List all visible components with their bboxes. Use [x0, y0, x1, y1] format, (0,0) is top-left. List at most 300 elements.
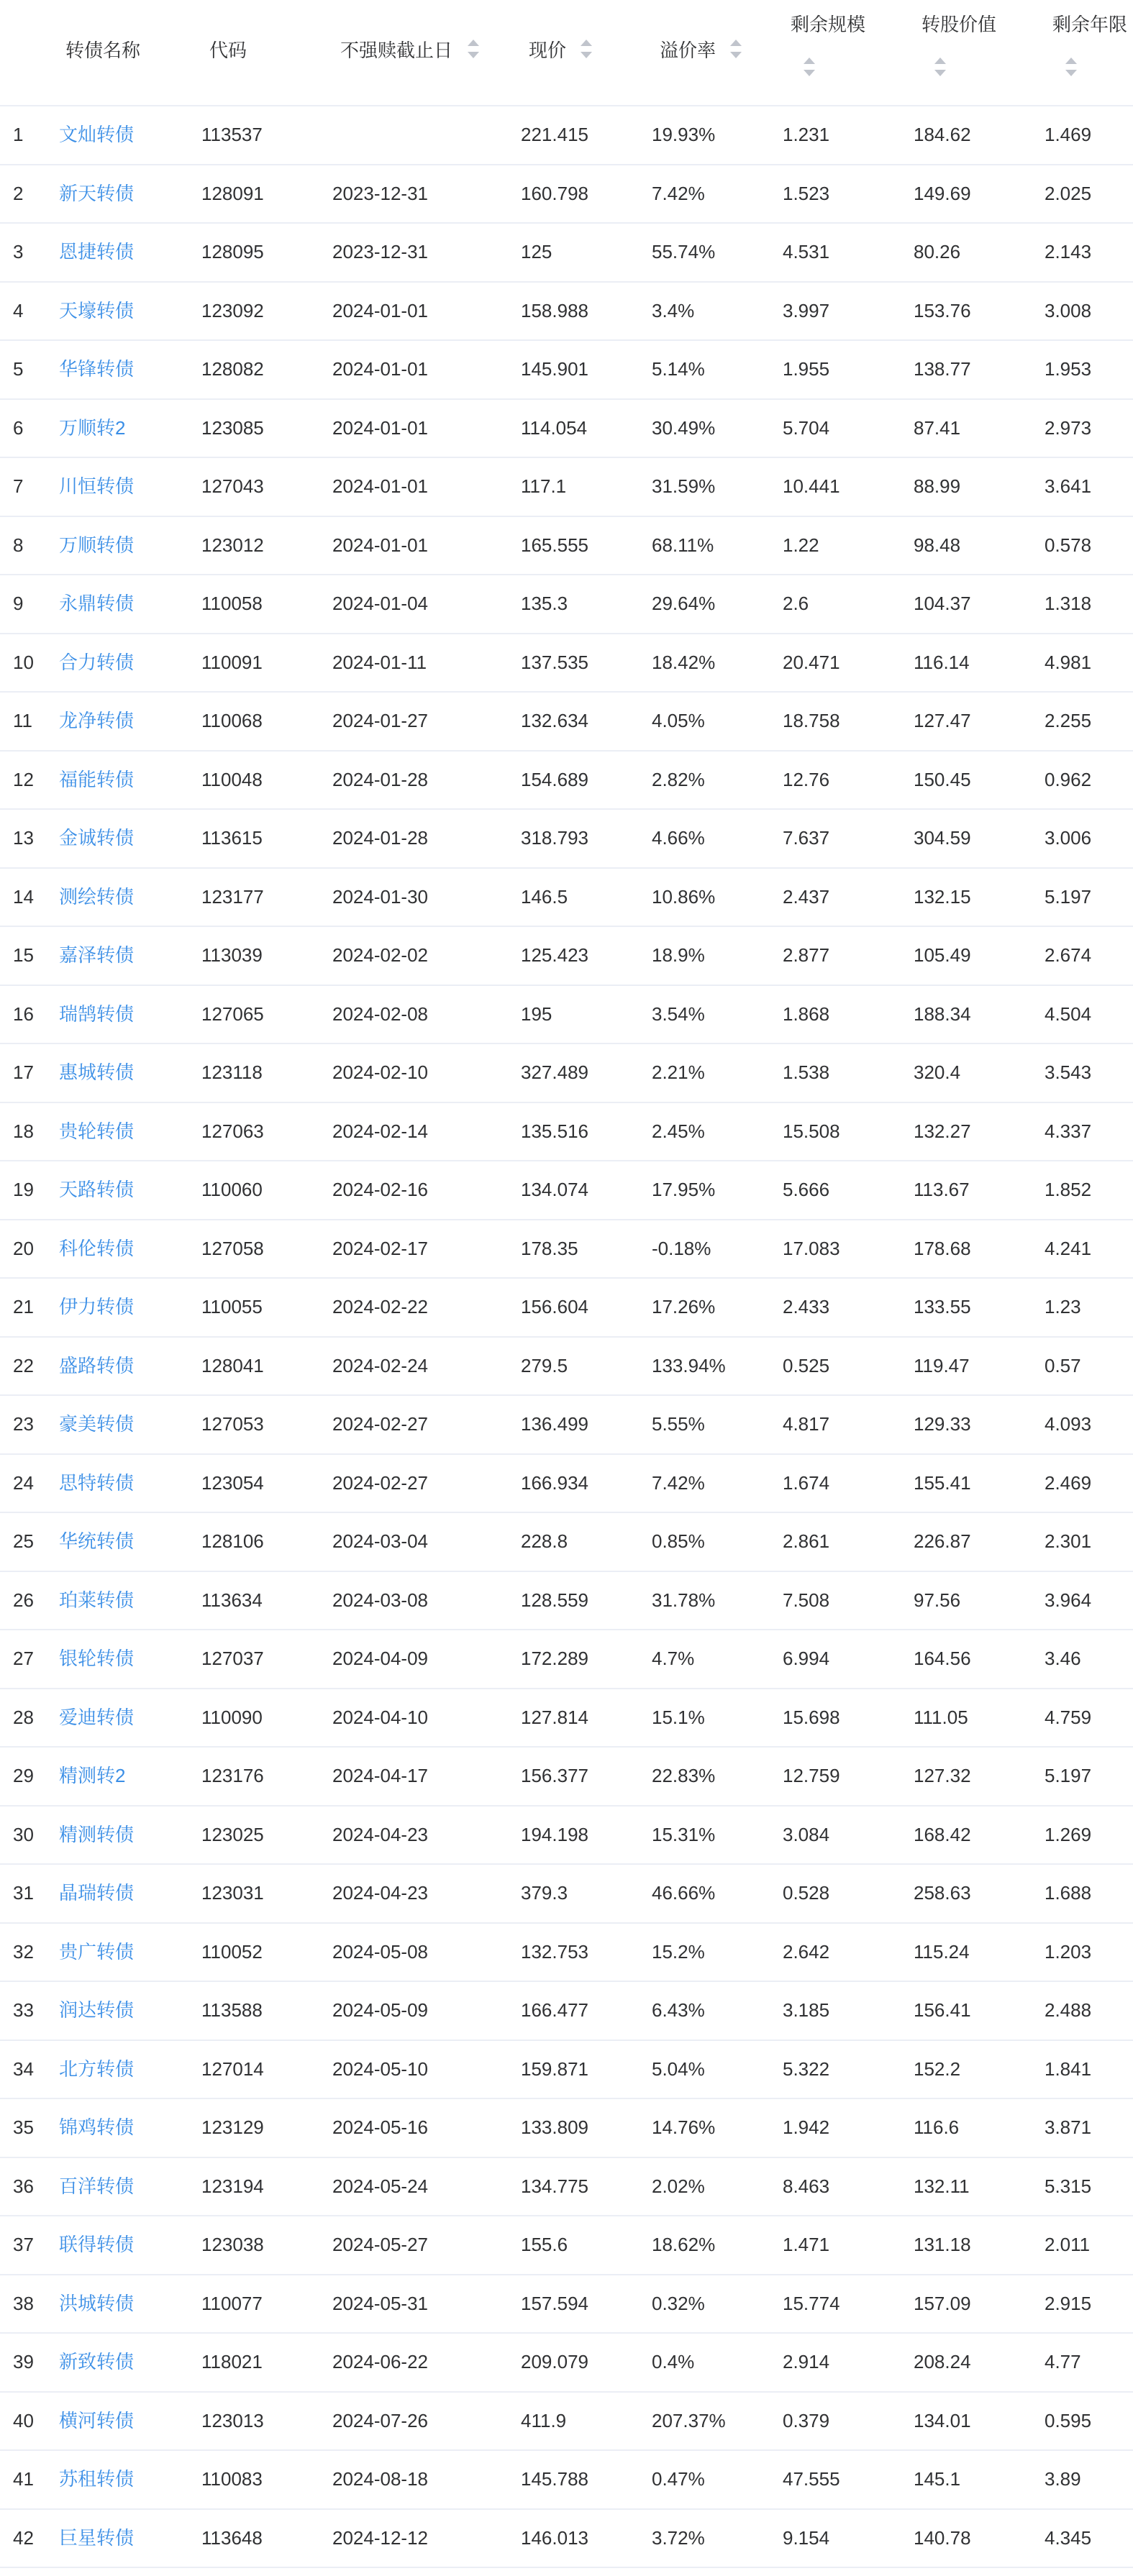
redeem-date: 2024-02-27	[332, 1471, 428, 1494]
remaining-years: 5.315	[1045, 2175, 1092, 2197]
remaining-years: 1.688	[1045, 1882, 1092, 1904]
table-row	[0, 1924, 1133, 1983]
premium-rate: 10.86%	[652, 885, 716, 908]
redeem-date: 2024-06-22	[332, 2351, 428, 2372]
table-row	[0, 517, 1133, 576]
redeem-date: 2024-05-10	[332, 2057, 428, 2080]
conversion-value: 88.99	[914, 475, 961, 497]
remaining-years: 2.011	[1045, 2234, 1091, 2255]
table-row	[0, 2393, 1133, 2452]
table-row	[0, 1338, 1133, 1397]
conversion-value: 129.33	[914, 1413, 971, 1435]
remaining-scale: 15.774	[783, 2292, 840, 2314]
bond-name-link[interactable]: 豪美转债	[59, 1413, 135, 1435]
premium-rate: 30.49%	[652, 416, 716, 439]
remaining-years: 4.093	[1045, 1413, 1092, 1435]
sort-icon[interactable]	[579, 37, 593, 60]
conversion-value: 134.01	[914, 2409, 971, 2431]
conversion-value: 127.32	[914, 1765, 971, 1786]
conversion-value: 168.42	[914, 1823, 971, 1845]
bond-name-link[interactable]: 洪城转债	[59, 2292, 135, 2314]
bond-name-link[interactable]: 华统转债	[59, 1530, 135, 1552]
bond-name-link[interactable]: 贵广转债	[59, 1940, 135, 1963]
premium-rate: 133.94%	[652, 1354, 726, 1376]
row-index: 7	[13, 475, 24, 497]
bond-name-link[interactable]: 瑞鹄转债	[59, 1002, 135, 1025]
premium-rate: 29.64%	[652, 593, 716, 614]
bond-code: 128041	[201, 1354, 264, 1376]
bond-code: 127043	[201, 475, 264, 497]
bond-code: 113648	[201, 2526, 263, 2549]
row-index: 5	[13, 358, 24, 380]
price: 166.477	[521, 1999, 588, 2021]
bond-name-link[interactable]: 惠城转债	[59, 1061, 135, 1083]
price: 136.499	[521, 1413, 588, 1435]
bond-name-link[interactable]: 天壕转债	[59, 299, 135, 321]
sort-icon[interactable]	[1064, 55, 1078, 78]
conversion-value: 188.34	[914, 1002, 971, 1025]
redeem-date: 2024-01-30	[332, 885, 428, 908]
table-row	[0, 986, 1133, 1045]
price: 145.788	[521, 2468, 588, 2490]
remaining-years: 4.981	[1045, 651, 1092, 673]
premium-rate: 15.31%	[652, 1823, 716, 1845]
header-conversion-value[interactable]: 转股价值	[922, 14, 997, 35]
remaining-years: 5.197	[1045, 885, 1092, 908]
conversion-value: 156.41	[914, 1999, 971, 2021]
header-price[interactable]: 现价	[529, 40, 567, 61]
price: 172.289	[521, 1648, 588, 1669]
sort-icon[interactable]	[729, 37, 743, 60]
bond-code: 128091	[201, 182, 264, 204]
table-row	[0, 283, 1133, 342]
redeem-date: 2024-01-28	[332, 827, 428, 849]
bond-code: 110048	[201, 768, 263, 790]
row-index: 15	[13, 944, 34, 966]
bond-name-link[interactable]: 精测转债	[59, 1823, 135, 1845]
remaining-years: 5.197	[1045, 1765, 1092, 1786]
remaining-scale: 2.642	[783, 1940, 830, 1963]
conversion-value: 111.05	[914, 1706, 968, 1728]
bond-name-link[interactable]: 恩捷转债	[59, 241, 135, 262]
bond-name-link[interactable]: 盛路转债	[59, 1354, 135, 1376]
bond-code: 113537	[201, 124, 263, 145]
bond-code: 123025	[201, 1823, 264, 1845]
remaining-scale: 12.759	[783, 1765, 840, 1786]
price: 133.809	[521, 2116, 588, 2138]
price: 137.535	[521, 651, 588, 673]
row-index: 39	[13, 2351, 34, 2372]
bond-code: 110083	[201, 2468, 263, 2490]
redeem-date: 2024-04-23	[332, 1882, 428, 1904]
price: 132.634	[521, 710, 588, 731]
row-index: 3	[13, 241, 24, 262]
price: 327.489	[521, 1061, 588, 1083]
row-index: 31	[13, 1882, 34, 1904]
row-index: 23	[13, 1413, 34, 1435]
price: 156.377	[521, 1765, 588, 1786]
table-row	[0, 1513, 1133, 1572]
premium-rate: 5.04%	[652, 2057, 705, 2080]
price: 166.934	[521, 1471, 588, 1494]
bond-name-link[interactable]: 锦鸡转债	[59, 2116, 135, 2138]
table-row	[0, 2510, 1133, 2569]
premium-rate: 14.76%	[652, 2116, 716, 2138]
remaining-years: 2.973	[1045, 416, 1092, 439]
bond-name-link[interactable]: 联得转债	[59, 2234, 135, 2255]
row-index: 6	[13, 416, 24, 439]
redeem-date: 2024-07-26	[332, 2409, 428, 2431]
bond-name-link[interactable]: 龙净转债	[59, 710, 135, 731]
premium-rate: 4.66%	[652, 827, 705, 849]
conversion-value: 208.24	[914, 2351, 971, 2372]
bond-name-link[interactable]: 润达转债	[59, 1999, 135, 2021]
bond-name-link[interactable]: 伊力转债	[59, 1296, 135, 1317]
premium-rate: 3.4%	[652, 299, 695, 321]
row-index: 27	[13, 1648, 34, 1669]
table-row	[0, 2275, 1133, 2334]
table-row	[0, 106, 1133, 165]
row-index: 8	[13, 534, 24, 556]
price: 159.871	[521, 2057, 588, 2080]
row-index: 28	[13, 1706, 34, 1728]
remaining-years: 3.964	[1045, 1589, 1092, 1611]
premium-rate: 0.4%	[652, 2351, 695, 2372]
bond-code: 113588	[201, 1999, 263, 2021]
bond-name-link[interactable]: 金诚转债	[59, 827, 135, 849]
table-row	[0, 458, 1133, 517]
remaining-years: 1.953	[1045, 358, 1092, 380]
conversion-value: 320.4	[914, 1061, 961, 1083]
header-code: 代码	[209, 40, 247, 61]
row-index: 10	[13, 651, 34, 673]
premium-rate: 31.78%	[652, 1589, 716, 1611]
price: 165.555	[521, 534, 588, 556]
bond-name-link[interactable]: 百洋转债	[59, 2175, 135, 2197]
remaining-years: 3.89	[1045, 2468, 1081, 2490]
redeem-date: 2024-02-24	[332, 1354, 428, 1376]
remaining-years: 1.841	[1045, 2057, 1092, 2080]
premium-rate: 3.54%	[652, 1002, 705, 1025]
price: 158.988	[521, 299, 588, 321]
conversion-value: 132.11	[914, 2175, 970, 2197]
bond-name-link[interactable]: 北方转债	[59, 2057, 135, 2080]
bond-name-link[interactable]: 苏租转债	[59, 2468, 135, 2490]
bond-code: 110052	[201, 1940, 263, 1963]
conversion-value: 116.6	[914, 2116, 960, 2138]
row-index: 38	[13, 2292, 34, 2314]
remaining-scale: 1.955	[783, 358, 830, 380]
remaining-years: 0.962	[1045, 768, 1092, 790]
premium-rate: 0.85%	[652, 1530, 705, 1552]
table-row	[0, 810, 1133, 869]
bond-code: 110068	[201, 710, 263, 731]
remaining-scale: 3.084	[783, 1823, 830, 1845]
premium-rate: 17.95%	[652, 1179, 716, 1200]
remaining-scale: 1.674	[783, 1471, 830, 1494]
remaining-scale: 0.528	[783, 1882, 830, 1904]
redeem-date: 2024-02-16	[332, 1179, 428, 1200]
bond-code: 113634	[201, 1589, 263, 1611]
redeem-date: 2024-04-10	[332, 1706, 428, 1728]
bond-code: 123031	[201, 1882, 264, 1904]
bond-code: 118021	[201, 2351, 263, 2372]
premium-rate: 4.7%	[652, 1648, 695, 1669]
conversion-value: 184.62	[914, 124, 971, 145]
bond-name-link[interactable]: 永鼎转债	[59, 593, 135, 614]
bond-name-link[interactable]: 巨星转债	[59, 2526, 135, 2549]
price: 194.198	[521, 1823, 588, 1845]
premium-rate: 7.42%	[652, 182, 705, 204]
bond-name-link[interactable]: 合力转债	[59, 651, 135, 673]
remaining-scale: 7.637	[783, 827, 830, 849]
redeem-date: 2024-02-22	[332, 1296, 428, 1317]
premium-rate: 31.59%	[652, 475, 716, 497]
bond-name-link[interactable]: 川恒转债	[59, 475, 135, 497]
row-index: 4	[13, 299, 24, 321]
conversion-value: 116.14	[914, 651, 970, 673]
bond-name-link[interactable]: 科伦转债	[59, 1237, 135, 1259]
bond-code: 127065	[201, 1002, 264, 1025]
redeem-date: 2024-02-27	[332, 1413, 428, 1435]
conversion-value: 304.59	[914, 827, 971, 849]
bond-code: 123013	[201, 2409, 264, 2431]
redeem-date: 2024-02-08	[332, 1002, 428, 1025]
table-row	[0, 1689, 1133, 1748]
redeem-date: 2024-08-18	[332, 2468, 428, 2490]
remaining-years: 2.025	[1045, 182, 1092, 204]
redeem-date: 2024-03-04	[332, 1530, 428, 1552]
remaining-years: 2.301	[1045, 1530, 1092, 1552]
bond-name-link[interactable]: 天路转债	[59, 1179, 135, 1200]
row-index: 20	[13, 1237, 34, 1259]
bond-name-link[interactable]: 福能转债	[59, 768, 135, 790]
remaining-scale: 2.914	[783, 2351, 830, 2372]
conversion-value: 164.56	[914, 1648, 971, 1669]
price: 279.5	[521, 1354, 568, 1376]
row-index: 2	[13, 182, 24, 204]
remaining-scale: 8.463	[783, 2175, 830, 2197]
premium-rate: 46.66%	[652, 1882, 716, 1904]
remaining-years: 4.759	[1045, 1706, 1092, 1728]
bond-name-link[interactable]: 万顺转债	[59, 534, 135, 556]
conversion-value: 153.76	[914, 299, 971, 321]
price: 125	[521, 241, 552, 262]
conversion-value: 226.87	[914, 1530, 971, 1552]
bond-name-link[interactable]: 精测转2	[59, 1765, 126, 1786]
price: 155.6	[521, 2234, 568, 2255]
bond-name-link[interactable]: 文灿转债	[59, 124, 135, 145]
row-index: 18	[13, 1120, 34, 1142]
price: 146.5	[521, 885, 568, 908]
conversion-value: 119.47	[914, 1354, 970, 1376]
redeem-date: 2024-01-04	[332, 593, 428, 614]
premium-rate: 4.05%	[652, 710, 705, 731]
row-index: 33	[13, 1999, 34, 2021]
premium-rate: -0.18%	[652, 1237, 711, 1259]
conversion-value: 115.24	[914, 1940, 970, 1963]
remaining-scale: 20.471	[783, 651, 840, 673]
row-index: 26	[13, 1589, 34, 1611]
conversion-value: 98.48	[914, 534, 961, 556]
bond-name-link[interactable]: 珀莱转债	[59, 1589, 135, 1611]
table-row	[0, 2099, 1133, 2158]
price: 228.8	[521, 1530, 568, 1552]
bond-code: 127014	[201, 2057, 264, 2080]
price: 411.9	[521, 2409, 567, 2431]
row-index: 13	[13, 827, 34, 849]
bond-name-link[interactable]: 新致转债	[59, 2351, 135, 2372]
bond-code: 123177	[201, 885, 264, 908]
price: 178.35	[521, 1237, 578, 1259]
redeem-date: 2024-01-01	[332, 416, 428, 439]
bond-code: 123054	[201, 1471, 264, 1494]
remaining-years: 1.318	[1045, 593, 1092, 614]
remaining-years: 0.578	[1045, 534, 1092, 556]
redeem-date: 2024-02-02	[332, 944, 428, 966]
redeem-date: 2024-01-01	[332, 299, 428, 321]
table-row	[0, 1220, 1133, 1279]
conversion-value: 105.49	[914, 944, 971, 966]
premium-rate: 2.02%	[652, 2175, 705, 2197]
bond-name-link[interactable]: 嘉泽转债	[59, 944, 135, 966]
redeem-date: 2024-04-17	[332, 1765, 428, 1786]
header-premium[interactable]: 溢价率	[660, 40, 716, 61]
redeem-date: 2024-12-12	[332, 2526, 428, 2549]
table-row	[0, 2216, 1133, 2275]
remaining-years: 2.255	[1045, 710, 1092, 731]
table-row	[0, 634, 1133, 693]
header-remaining-scale[interactable]: 剩余规模	[791, 14, 866, 35]
remaining-scale: 47.555	[783, 2468, 840, 2490]
row-index: 16	[13, 1002, 34, 1025]
table-row	[0, 693, 1133, 752]
remaining-scale: 5.322	[783, 2057, 830, 2080]
remaining-scale: 1.523	[783, 182, 830, 204]
header-remaining-years[interactable]: 剩余年限	[1052, 14, 1128, 35]
bond-name-link[interactable]: 华锋转债	[59, 358, 135, 380]
redeem-date: 2024-05-16	[332, 2116, 428, 2138]
premium-rate: 19.93%	[652, 124, 716, 145]
redeem-date: 2024-02-14	[332, 1120, 428, 1142]
remaining-scale: 17.083	[783, 1237, 840, 1259]
conversion-value: 113.67	[914, 1179, 970, 1200]
remaining-scale: 2.861	[783, 1530, 830, 1552]
bond-name-link[interactable]: 新天转债	[59, 182, 135, 204]
bond-name-link[interactable]: 测绘转债	[59, 885, 135, 908]
bond-code: 113039	[201, 944, 263, 966]
row-index: 19	[13, 1179, 34, 1200]
bond-name-link[interactable]: 贵轮转债	[59, 1120, 135, 1142]
sort-icon[interactable]	[802, 55, 816, 78]
header-redeem-date[interactable]: 不强赎截止日	[340, 40, 453, 61]
redeem-date: 2024-05-24	[332, 2175, 428, 2197]
redeem-date: 2024-05-27	[332, 2234, 428, 2255]
remaining-years: 4.504	[1045, 1002, 1092, 1025]
price: 132.753	[521, 1940, 588, 1963]
conversion-value: 140.78	[914, 2526, 971, 2549]
remaining-scale: 3.185	[783, 1999, 830, 2021]
bond-code: 123092	[201, 299, 264, 321]
table-row	[0, 1396, 1133, 1455]
premium-rate: 3.72%	[652, 2526, 705, 2549]
remaining-scale: 1.868	[783, 1002, 830, 1025]
sort-icon[interactable]	[466, 37, 481, 60]
bond-name-link[interactable]: 银轮转债	[59, 1648, 135, 1669]
redeem-date: 2024-01-01	[332, 475, 428, 497]
conversion-value: 138.77	[914, 358, 971, 380]
table-row	[0, 341, 1133, 400]
remaining-years: 4.241	[1045, 1237, 1092, 1259]
row-index: 35	[13, 2116, 34, 2138]
table-row	[0, 927, 1133, 986]
premium-rate: 18.62%	[652, 2234, 716, 2255]
remaining-scale: 2.433	[783, 1296, 830, 1317]
remaining-years: 1.23	[1045, 1296, 1081, 1317]
remaining-years: 2.915	[1045, 2292, 1092, 2314]
sort-icon[interactable]	[933, 55, 947, 78]
price: 134.775	[521, 2175, 588, 2197]
conversion-value: 131.18	[914, 2234, 971, 2255]
row-index: 37	[13, 2234, 34, 2255]
premium-rate: 2.82%	[652, 768, 705, 790]
redeem-date: 2024-01-27	[332, 710, 428, 731]
bond-name-link[interactable]: 爱迪转债	[59, 1706, 135, 1728]
redeem-date: 2024-05-09	[332, 1999, 428, 2021]
table-row	[0, 575, 1133, 634]
remaining-scale: 1.942	[783, 2116, 830, 2138]
remaining-scale: 6.994	[783, 1648, 830, 1669]
remaining-scale: 4.531	[783, 241, 830, 262]
premium-rate: 207.37%	[652, 2409, 726, 2431]
bond-code: 110060	[201, 1179, 263, 1200]
premium-rate: 5.55%	[652, 1413, 705, 1435]
redeem-date: 2024-04-23	[332, 1823, 428, 1845]
row-index: 9	[13, 593, 24, 614]
remaining-years: 1.469	[1045, 124, 1092, 145]
bond-name-link[interactable]: 万顺转2	[59, 416, 126, 439]
remaining-years: 2.469	[1045, 1471, 1092, 1494]
bond-name-link[interactable]: 晶瑞转债	[59, 1882, 135, 1904]
price: 135.3	[521, 593, 568, 614]
table-row	[0, 1865, 1133, 1924]
remaining-years: 3.641	[1045, 475, 1092, 497]
remaining-years: 3.006	[1045, 827, 1092, 849]
bond-code: 123118	[201, 1061, 263, 1083]
remaining-years: 1.203	[1045, 1940, 1092, 1963]
conversion-value: 87.41	[914, 416, 961, 439]
conversion-value: 97.56	[914, 1589, 961, 1611]
remaining-years: 0.595	[1045, 2409, 1092, 2431]
bond-name-link[interactable]: 横河转债	[59, 2409, 135, 2431]
bond-code: 123085	[201, 416, 264, 439]
table-row	[0, 1807, 1133, 1865]
remaining-scale: 1.471	[783, 2234, 830, 2255]
remaining-years: 3.543	[1045, 1061, 1092, 1083]
conversion-value: 150.45	[914, 768, 971, 790]
bond-code: 128106	[201, 1530, 264, 1552]
remaining-scale: 0.525	[783, 1354, 830, 1376]
table-row	[0, 1103, 1133, 1162]
remaining-scale: 3.997	[783, 299, 830, 321]
bond-name-link[interactable]: 思特转债	[59, 1471, 135, 1494]
remaining-scale: 9.154	[783, 2526, 830, 2549]
price: 160.798	[521, 182, 588, 204]
remaining-scale: 10.441	[783, 475, 840, 497]
price: 318.793	[521, 827, 588, 849]
table-row	[0, 1630, 1133, 1689]
remaining-scale: 1.22	[783, 534, 819, 556]
